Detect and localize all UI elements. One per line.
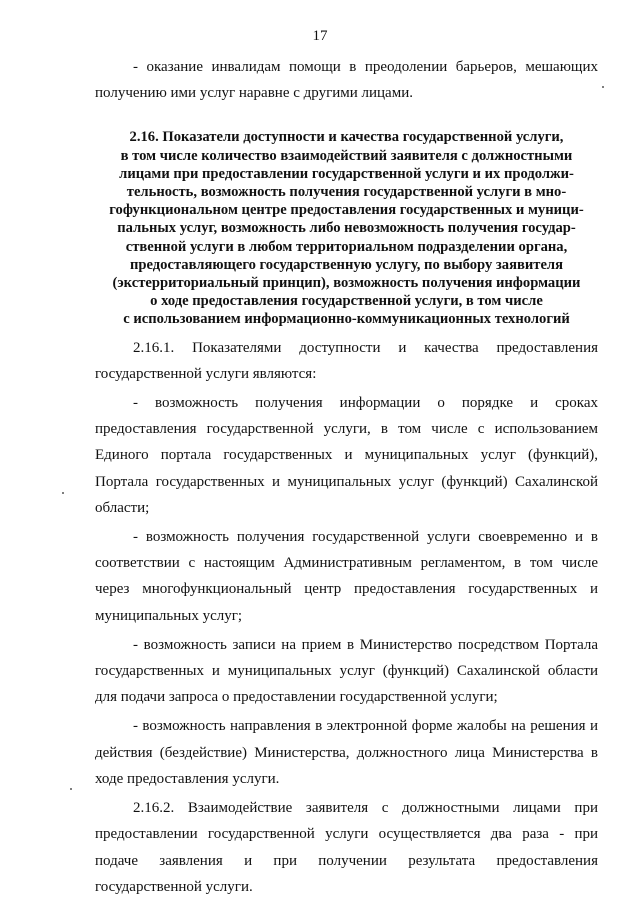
heading-line: (экстерриториальный принцип), возможность получения информации — [112, 275, 581, 292]
paragraph-2-16-1: 2.16.1. Показателями доступности и качества предоставления государственной услуги являются: — [95, 339, 598, 382]
section-heading-2-16 — [95, 128, 598, 328]
list-item-timely-service: - возможность получения государственной услуги своевременно и в соответствии с настоящим Административным регламентом, в том числе через многофункциональный центр предоставления государственных и муниципальных услуг; — [95, 529, 598, 624]
intro-paragraph: - оказание инвалидам помощи в преодолении барьеров, мешающих получению ими услуг наравне с другими лицами. — [95, 59, 598, 102]
heading-line: лицами при предоставлении государственной услуги и их продолжи- — [119, 165, 574, 182]
heading-line: с использованием информационно-коммуникационных технологий — [123, 311, 570, 328]
heading-line: о ходе предоставления государственной услуги, в том числе — [150, 293, 543, 310]
paragraph-2-16-2: 2.16.2. Взаимодействие заявителя с должностными лицами при предоставлении государственной услуги осуществляется два раза - при подаче заявления и при получении результата предоставления государственной услуги. — [95, 800, 598, 895]
page-content — [95, 54, 598, 900]
heading-line: пальных услуг, возможность либо невозможность получения государ- — [117, 220, 576, 237]
heading-line: предоставляющего государственную услугу, по выбору заявителя — [129, 256, 564, 273]
page-number: 17 — [312, 28, 328, 44]
heading-line: 2.16. Показатели доступности и качества государственной услуги, — [129, 129, 564, 146]
list-item-appointment-booking: - возможность записи на прием в Министерство посредством Портала государственных и муниципальных услуг (функций) Сахалинской области для подачи запроса о предоставлении государственной услуги; — [95, 636, 598, 706]
heading-line: тельность, возможность получения государственной услуги в мно- — [126, 184, 567, 201]
list-item-information-access: - возможность получения информации о порядке и сроках предоставления государственной услуги, в том числе с использованием Единого портала государственных и муниципальных услуг (функций), Портала государственных и муниципальных услуг (функций) Сахалинской области; — [95, 395, 598, 516]
scan-speck — [62, 492, 64, 494]
heading-line: ственной услуги в любом территориальном подразделении органа, — [125, 238, 568, 255]
list-item-electronic-complaint: - возможность направления в электронной форме жалобы на решения и действия (бездействие) Министерства, должностного лица Министерства в ходе предоставления услуги. — [95, 718, 598, 787]
heading-line: гофункциональном центре предоставления государственных и муници- — [109, 202, 584, 219]
scan-speck — [602, 86, 604, 88]
heading-line: в том числе количество взаимодействий заявителя с должностными — [120, 147, 573, 164]
scan-speck — [70, 788, 72, 790]
